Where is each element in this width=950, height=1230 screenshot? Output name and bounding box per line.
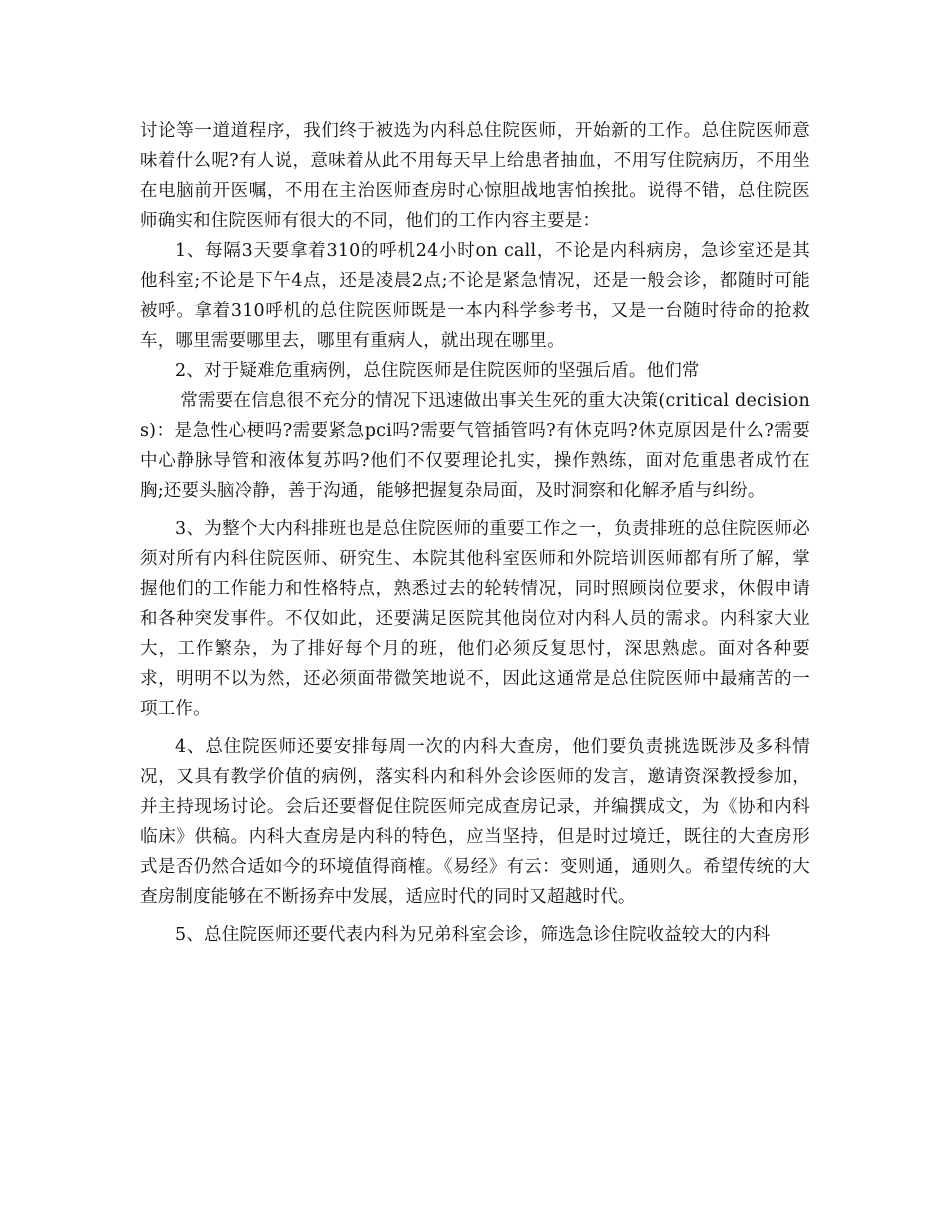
paragraph-item-4: 4、总住院医师还要安排每周一次的内科大查房，他们要负责挑选既涉及多科情况，又具有教学价值的病例，落实科内和科外会诊医师的发言，邀请资深教授参加，并主持现场讨论。会后还要督促住院医师完成查房记录，并编撰成文，为《协和内科临床》供稿。内科大查房是内科的特色，应当坚持，但是时过境迁，既往的大查房形式是否仍然合适如今的环境值得商榷。《易经》有云：变则通，通则久。希望传统的大查房制度能够在不断扬弃中发展，适应时代的同时又超越时代。: [140, 737, 810, 907]
paragraph-item-2-continued: 常需要在信息很不充分的情况下迅速做出事关生死的重大决策(critical decisions)：是急性心梗吗?需要紧急pci吗?需要气管插管吗?有休克吗?休克原因是什么?需要中心静脉导管和液体复苏吗?他们不仅要理论扎实，操作熟练，面对危重患者成竹在胸;还要头脑冷静，善于沟通，能够把握复杂局面，及时洞察和化解矛盾与纠纷。: [140, 391, 810, 501]
paragraph-item-5: 5、总住院医师还要代表内科为兄弟科室会诊，筛选急诊住院收益较大的内科: [175, 925, 771, 945]
document-page: [140, 116, 810, 950]
paragraph-intro: 讨论等一道道程序，我们终于被选为内科总住院医师，开始新的工作。总住院医师意味着什么呢?有人说，意味着从此不用每天早上给患者抽血，不用写住院病历，不用坐在电脑前开医嘱，不用在主治医师查房时心惊胆战地害怕挨批。说得不错，总住院医师确实和住院医师有很大的不同，他们的工作内容主要是：: [140, 121, 810, 231]
paragraph-item-3: 3、为整个大内科排班也是总住院医师的重要工作之一，负责排班的总住院医师必须对所有内科住院医师、研究生、本院其他科室医师和外院培训医师都有所了解，掌握他们的工作能力和性格特点，熟悉过去的轮转情况，同时照顾岗位要求，休假申请和各种突发事件。不仅如此，还要满足医院其他岗位对内科人员的需求。内科家大业大，工作繁杂，为了排好每个月的班，他们必须反复思忖，深思熟虑。面对各种要求，明明不以为然，还必须面带微笑地说不，因此这通常是总住院医师中最痛苦的一项工作。: [140, 519, 810, 719]
paragraph-item-1: 1、每隔3天要拿着310的呼机24小时on call，不论是内科病房，急诊室还是其他科室;不论是下午4点，还是凌晨2点;不论是紧急情况，还是一般会诊，都随时可能被呼。拿着310呼机的总住院医师既是一本内科学参考书，又是一台随时待命的抢救车，哪里需要哪里去，哪里有重病人，就出现在哪里。: [140, 241, 810, 351]
paragraph-item-2: 2、对于疑难危重病例，总住院医师是住院医师的坚强后盾。他们常: [175, 361, 700, 381]
